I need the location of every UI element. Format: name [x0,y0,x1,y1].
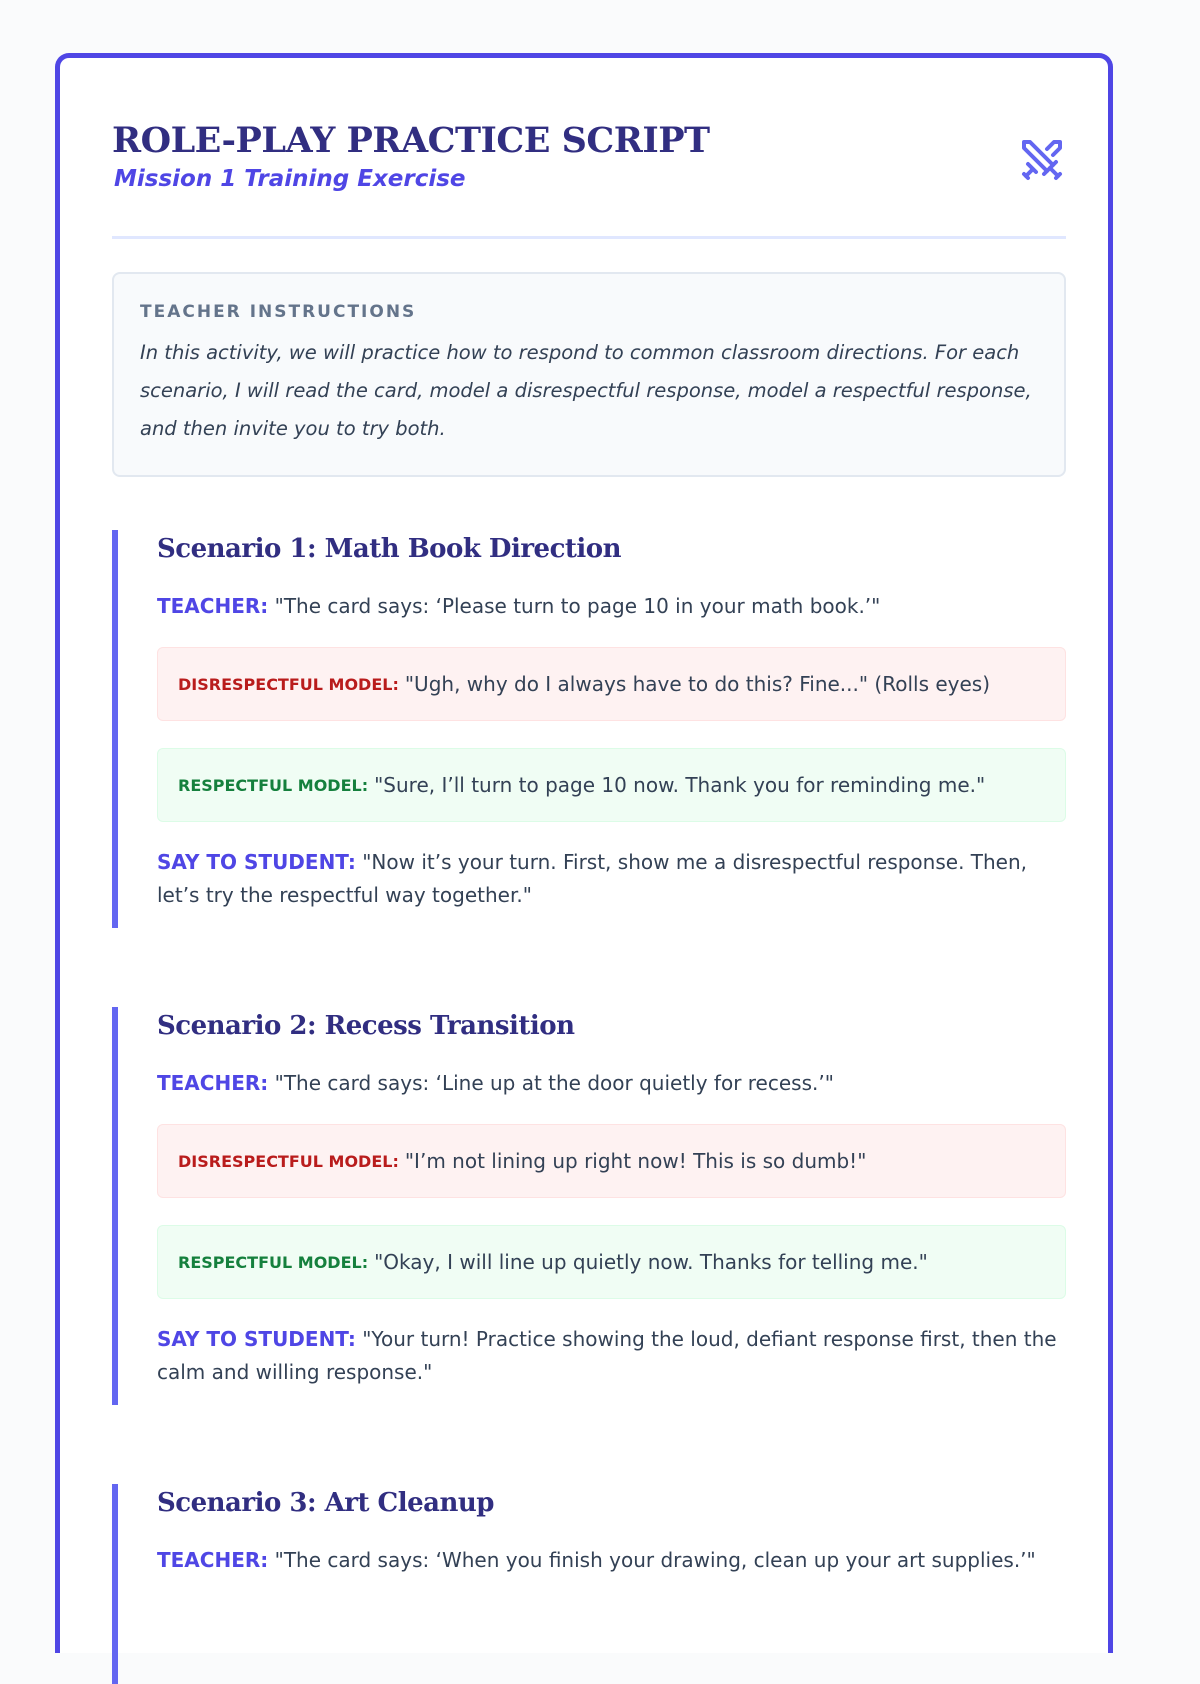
scenario-title: Scenario 2: Recess Transition [157,1011,575,1041]
disrespectful-label: DISRESPECTFUL MODEL: [178,674,399,694]
scenario-2 [112,1007,1066,1405]
disrespectful-label: DISRESPECTFUL MODEL: [178,1151,399,1171]
teacher-text: "The card says: ‘When you finish your drawing, clean up your art supplies.’" [274,1548,1036,1572]
scenario-title: Scenario 3: Art Cleanup [157,1488,494,1518]
respectful-text: "Sure, I’ll turn to page 10 now. Thank you for reminding me." [374,773,986,797]
say-label: SAY TO STUDENT: [157,850,356,874]
say-to-student [157,846,1066,912]
teacher-label: TEACHER: [157,1548,269,1572]
disrespectful-text: "I’m not lining up right now! This is so dumb!" [404,1149,867,1173]
respectful-label: RESPECTFUL MODEL: [178,1252,369,1272]
say-text: "Your turn! Practice showing the loud, defiant response first, then the calm and willing response." [157,1327,1057,1384]
teacher-line [157,590,1066,623]
disrespectful-model-box [157,647,1066,721]
instructions-text: In this activity, we will practice how to respond to common classroom directions. For each scenario, I will read the card, model a disrespectful response, model a respectful response, and then invite you to try both. [140,341,1032,440]
respectful-text: "Okay, I will line up quietly now. Thanks for telling me." [374,1250,928,1274]
page-subtitle: Mission 1 Training Exercise [114,166,466,192]
teacher-label: TEACHER: [157,594,269,618]
scenario-title: Scenario 1: Math Book Direction [157,534,622,564]
say-to-student [157,1323,1066,1389]
teacher-label: TEACHER: [157,1071,269,1095]
teacher-line [157,1067,1066,1100]
teacher-instructions [112,272,1066,477]
teacher-text: "The card says: ‘Line up at the door quietly for recess.’" [274,1071,834,1095]
header [112,116,1066,239]
disrespectful-model-box [157,1124,1066,1198]
scenario-3 [112,1484,1066,1684]
crossed-swords-icon [1018,136,1066,184]
instructions-label: TEACHER INSTRUCTIONS [140,302,417,322]
scenario-1 [112,530,1066,928]
say-text: "Now it’s your turn. First, show me a disrespectful response. Then, let’s try the respectful way together." [157,850,1028,907]
page-title: ROLE-PLAY PRACTICE SCRIPT [112,120,710,161]
say-label: SAY TO STUDENT: [157,1327,356,1351]
respectful-model-box [157,748,1066,822]
disrespectful-text: "Ugh, why do I always have to do this? Fine..." (Rolls eyes) [404,672,991,696]
respectful-label: RESPECTFUL MODEL: [178,775,369,795]
teacher-text: "The card says: ‘Please turn to page 10 in your math book.’" [274,594,881,618]
respectful-model-box [157,1225,1066,1299]
teacher-line [157,1544,1066,1577]
script-card [55,53,1113,1653]
